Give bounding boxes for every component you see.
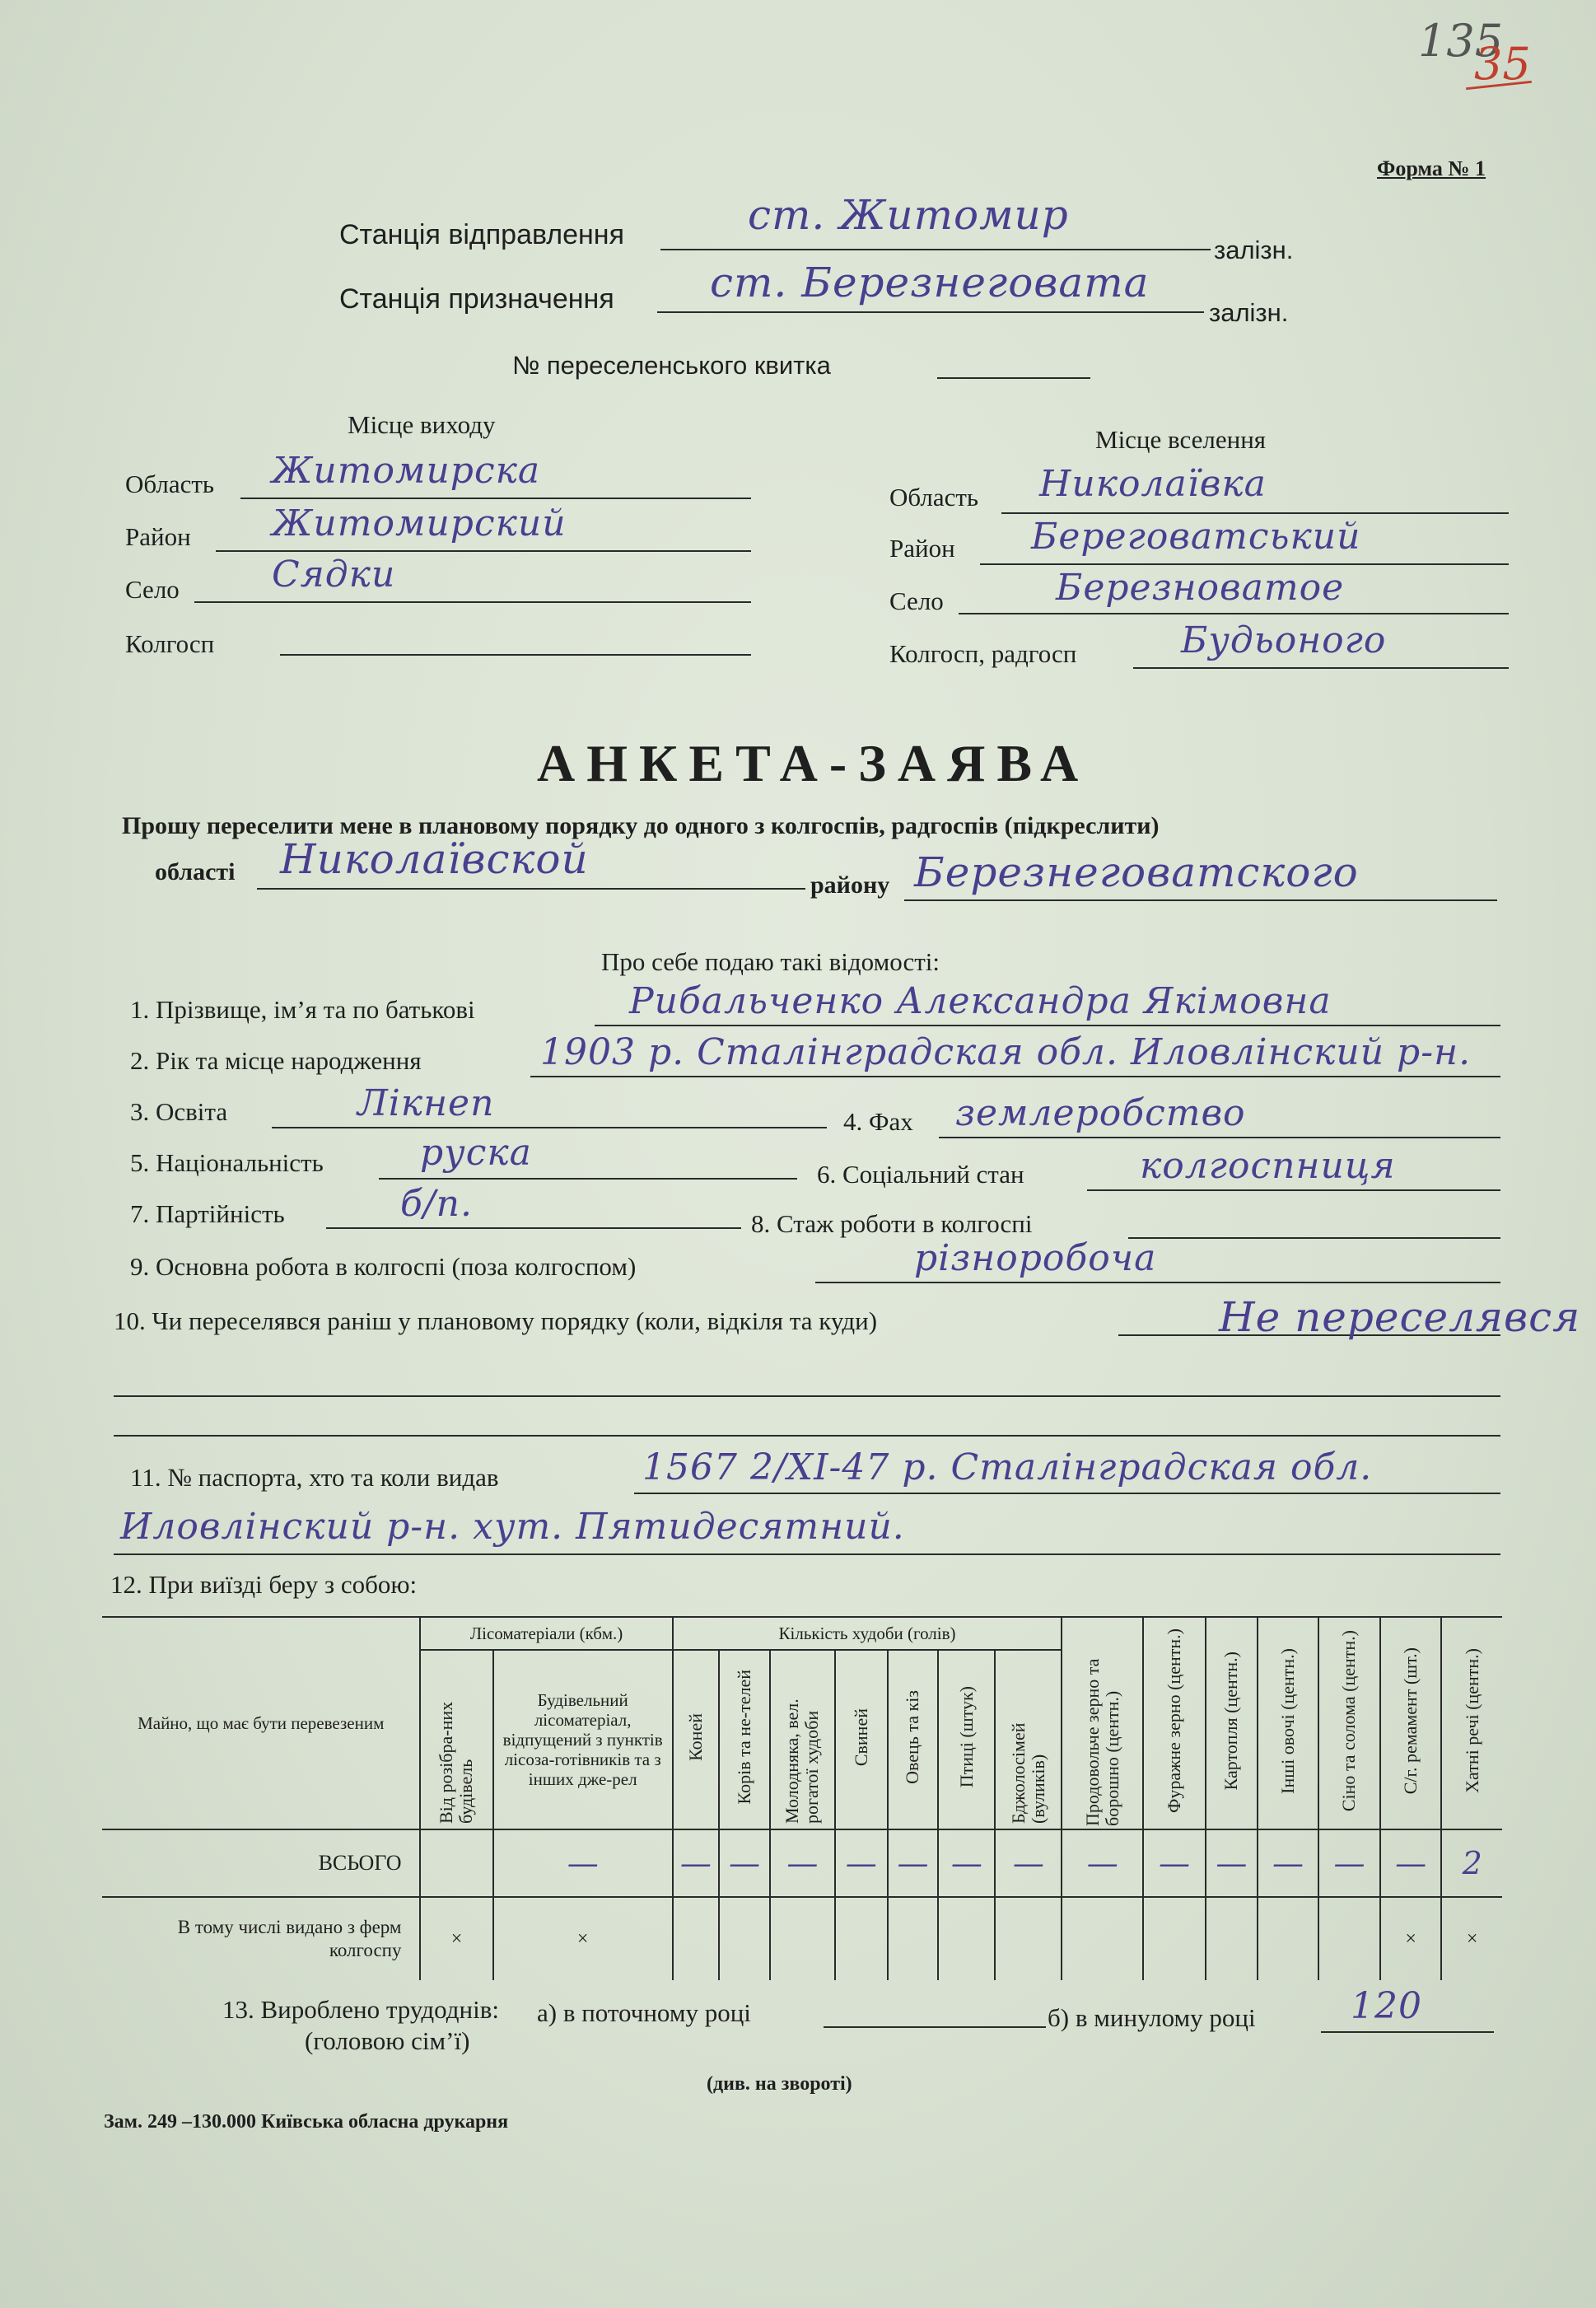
settlement-kolhosp-line: [1133, 667, 1509, 669]
workdays-b-line: [1321, 2031, 1494, 2033]
settlement-selo-label: Село: [889, 586, 944, 615]
table-cell: [420, 1829, 492, 1897]
col-vegetables-text: Інші овочі (центн.): [1276, 1647, 1298, 1794]
origin-raion-value: Житомирский: [272, 502, 567, 544]
livestock-header: Кількість худоби (голів): [673, 1617, 1062, 1650]
request-raion-label: району: [810, 871, 890, 899]
field-4-value: землеробство: [955, 1092, 1246, 1134]
workdays-a-label: а) в поточному році: [537, 1998, 751, 2027]
col-fodder: [1143, 1617, 1206, 1829]
origin-oblast-label: Область: [125, 470, 215, 498]
destination-suffix: залізн.: [1209, 298, 1289, 327]
field-2-value: 1903 р. Сталінградская обл. Иловлінский р-н.: [540, 1031, 1472, 1073]
intro-text: Про себе подаю такі відомості:: [601, 947, 940, 976]
workdays-b-label: б) в минулому році: [1048, 2003, 1256, 2032]
origin-heading: Місце виходу: [348, 410, 496, 439]
origin-oblast-value: Житомирска: [272, 450, 541, 492]
departure-suffix: залізн.: [1214, 236, 1294, 264]
col-dismantled: [420, 1650, 492, 1829]
field-11-line: [634, 1493, 1500, 1494]
row-farm-label: В тому числі видано з ферм колгоспу: [102, 1897, 420, 1980]
col-food-grain-text: Продовольче зерно та борошно (центн.): [1081, 1658, 1122, 1826]
field-1-line: [595, 1025, 1500, 1026]
col-potato-text: Картопля (центн.): [1220, 1651, 1242, 1791]
table-cell: —: [1318, 1829, 1380, 1897]
form-number: Форма № 1: [1377, 157, 1486, 180]
col-poultry-text: Птиці (штук): [955, 1686, 977, 1788]
row-total-label: ВСЬОГО: [102, 1829, 420, 1897]
field-7-label: 7. Партійність: [130, 1199, 285, 1228]
property-header: [102, 1617, 420, 1829]
table-cell: —: [493, 1829, 673, 1897]
col-tools: [1380, 1617, 1442, 1829]
col-tools-text: С/г. ремамент (шт.): [1400, 1647, 1421, 1795]
request-raion-value: Березнеговатского: [914, 848, 1359, 896]
col-cows-text: Корів та не-телей: [733, 1670, 754, 1805]
workdays-label: 13. Вироблено трудоднів:: [222, 1995, 500, 2024]
col-cows: [719, 1650, 770, 1829]
col-vegetables: [1258, 1617, 1319, 1829]
ticket-line: [937, 377, 1090, 379]
settlement-raion-line: [980, 563, 1509, 565]
table-cell: —: [835, 1829, 888, 1897]
table-cell: —: [1206, 1829, 1258, 1897]
new-page-number: 35: [1474, 38, 1531, 90]
request-text: Прошу переселити мене в плановому порядку до одного з колгоспів, радгоспів (підкреслити): [122, 812, 1160, 839]
field-8-line: [1128, 1237, 1500, 1239]
field-6-label: 6. Соціальний стан: [817, 1160, 1024, 1189]
col-food-grain: [1062, 1617, 1143, 1829]
table-cell: —: [1258, 1829, 1319, 1897]
table-row-farm: [102, 1897, 1502, 1980]
table-cell: [888, 1897, 939, 1980]
table-cell: —: [770, 1829, 835, 1897]
workdays-a-line: [824, 2026, 1046, 2028]
field-11-value-2: Иловлінский р-н. хут. Пятидесятний.: [120, 1506, 905, 1548]
col-sheep-text: Овець та кіз: [902, 1690, 923, 1784]
settlement-kolhosp-label: Колгосп, радгосп: [889, 639, 1077, 668]
timber-header: Лісоматеріали (кбм.): [420, 1617, 672, 1650]
request-oblast-line: [257, 888, 805, 890]
field-7-value: б/п.: [400, 1183, 474, 1225]
col-hay-text: Сіно та солома (центн.): [1338, 1629, 1360, 1812]
field-8-label: 8. Стаж роботи в колгоспі: [751, 1209, 1033, 1238]
origin-raion-line: [216, 550, 751, 552]
field-4-line: [939, 1137, 1500, 1138]
table-cell: —: [1062, 1829, 1143, 1897]
col-household-text: Хатні речі (центн.): [1461, 1648, 1482, 1793]
col-bees-text: Бджолосімей (вуликів): [1007, 1722, 1048, 1824]
field-9-line: [815, 1282, 1500, 1283]
field-5-line: [379, 1178, 797, 1180]
table-cell: [995, 1897, 1062, 1980]
table-cell: [835, 1897, 888, 1980]
field-12-label: 12. При виїзді беру з собою:: [110, 1570, 418, 1599]
settlement-selo-value: Березноватое: [1056, 567, 1345, 609]
field-1-label: 1. Прізвище, ім’я та по батькові: [130, 995, 475, 1024]
col-household: [1441, 1617, 1502, 1829]
table-cell: ×: [493, 1897, 673, 1980]
col-young-cattle-text: Молодняка, вел. рогатої худоби: [782, 1698, 823, 1824]
settlement-heading: Місце вселення: [1095, 425, 1267, 454]
field-9-label: 9. Основна робота в колгоспі (поза колгоспом): [130, 1252, 637, 1281]
field-10-label: 10. Чи переселявся раніш у плановому порядку (коли, відкіля та куди): [114, 1306, 878, 1335]
field-11-value: 1567 2/XI-47 р. Сталінградская обл.: [642, 1446, 1373, 1488]
request-oblast-value: Николаївской: [280, 835, 589, 883]
origin-raion-label: Район: [125, 522, 191, 551]
col-horses: [673, 1650, 719, 1829]
turn-over-note: (див. на звороті): [707, 2073, 852, 2095]
settlement-raion-value: Береговатський: [1031, 516, 1361, 558]
destination-line: [657, 311, 1204, 313]
table-cell: [938, 1897, 995, 1980]
table-cell: ×: [1380, 1897, 1442, 1980]
field-10-line-2: [114, 1395, 1500, 1397]
table-cell: ×: [420, 1897, 492, 1980]
table-cell: [1318, 1897, 1380, 1980]
col-hay: [1318, 1617, 1380, 1829]
settlement-kolhosp-value: Будьоного: [1181, 619, 1387, 661]
col-young-cattle: [770, 1650, 835, 1829]
table-cell: [1062, 1897, 1143, 1980]
ticket-label: № переселенського квитка: [512, 351, 831, 380]
field-10-line-3: [114, 1435, 1500, 1437]
table-cell: [1258, 1897, 1319, 1980]
col-fodder-text: Фуражне зерно (центн.): [1163, 1628, 1184, 1813]
settlement-oblast-value: Николаївка: [1039, 463, 1267, 505]
table-cell: —: [888, 1829, 939, 1897]
field-2-line: [530, 1076, 1500, 1077]
settlement-oblast-label: Область: [889, 483, 979, 512]
col-sheep: [888, 1650, 939, 1829]
printer-note: Зам. 249 –130.000 Київська обласна друкарня: [104, 2111, 509, 2133]
request-oblast-label: області: [155, 858, 236, 885]
field-7-line: [326, 1227, 741, 1229]
col-building-timber: Будівельний лісоматеріал, відпущений з пунктів лісоза-готівників та з інших дже-рел: [493, 1650, 673, 1829]
table-cell: [673, 1897, 719, 1980]
field-3-label: 3. Освіта: [130, 1097, 228, 1126]
table-row-total: [102, 1829, 1502, 1897]
departure-value: ст. Житомир: [748, 191, 1069, 239]
origin-kolhosp-label: Колгосп: [125, 629, 215, 658]
field-9-value: різноробоча: [914, 1237, 1157, 1279]
workdays-b-value: 120: [1351, 1985, 1422, 2027]
origin-selo-label: Село: [125, 575, 180, 604]
destination-label: Станція призначення: [339, 283, 614, 315]
table-cell: [719, 1897, 770, 1980]
table-cell: 2: [1441, 1829, 1502, 1897]
col-pigs-text: Свиней: [850, 1708, 871, 1767]
table-cell: —: [938, 1829, 995, 1897]
table-cell: —: [1380, 1829, 1442, 1897]
departure-line: [660, 249, 1211, 250]
col-bees: [995, 1650, 1062, 1829]
settlement-oblast-line: [1001, 512, 1509, 514]
field-6-line: [1087, 1189, 1500, 1191]
field-10-value: Не переселявся: [1219, 1293, 1581, 1341]
col-poultry: [938, 1650, 995, 1829]
request-raion-line: [904, 899, 1497, 901]
settlement-selo-line: [959, 613, 1509, 614]
origin-selo-line: [194, 601, 751, 603]
field-3-value: Лікнеп: [357, 1082, 495, 1124]
field-5-label: 5. Національність: [130, 1148, 324, 1177]
field-1-value: Рибальченко Александра Якімовна: [629, 980, 1332, 1022]
table-cell: —: [673, 1829, 719, 1897]
old-page-number: 135: [1418, 15, 1504, 67]
field-11-line-2: [114, 1553, 1500, 1555]
field-5-value: руска: [420, 1132, 532, 1174]
table-cell: [1206, 1897, 1258, 1980]
settlement-raion-label: Район: [889, 534, 955, 563]
table-cell: —: [995, 1829, 1062, 1897]
field-2-label: 2. Рік та місце народження: [130, 1046, 422, 1075]
origin-selo-value: Сядки: [272, 554, 396, 596]
table-cell: ×: [1441, 1897, 1502, 1980]
property-header-text: Майно, що має бути перевезеним: [138, 1712, 385, 1733]
destination-value: ст. Березнеговата: [710, 259, 1150, 306]
col-dismantled-text: Від розібра-них будівель: [436, 1701, 477, 1824]
col-horses-text: Коней: [684, 1713, 706, 1761]
goods-table: [102, 1616, 1502, 1980]
departure-label: Станція відправлення: [339, 219, 624, 250]
table-cell: [1143, 1897, 1206, 1980]
field-4-label: 4. Фах: [843, 1107, 913, 1136]
workdays-sub: (головою сім’ї): [305, 2026, 470, 2055]
table-cell: —: [1143, 1829, 1206, 1897]
document-title: АНКЕТА-ЗАЯВА: [537, 734, 1090, 792]
col-pigs: [835, 1650, 888, 1829]
field-11-label: 11. № паспорта, хто та коли видав: [130, 1463, 499, 1492]
origin-kolhosp-line: [280, 654, 751, 656]
field-3-line: [272, 1127, 827, 1128]
field-6-value: колгоспниця: [1140, 1145, 1396, 1187]
col-potato: [1206, 1617, 1258, 1829]
origin-oblast-line: [240, 498, 751, 499]
table-cell: [770, 1897, 835, 1980]
table-cell: —: [719, 1829, 770, 1897]
